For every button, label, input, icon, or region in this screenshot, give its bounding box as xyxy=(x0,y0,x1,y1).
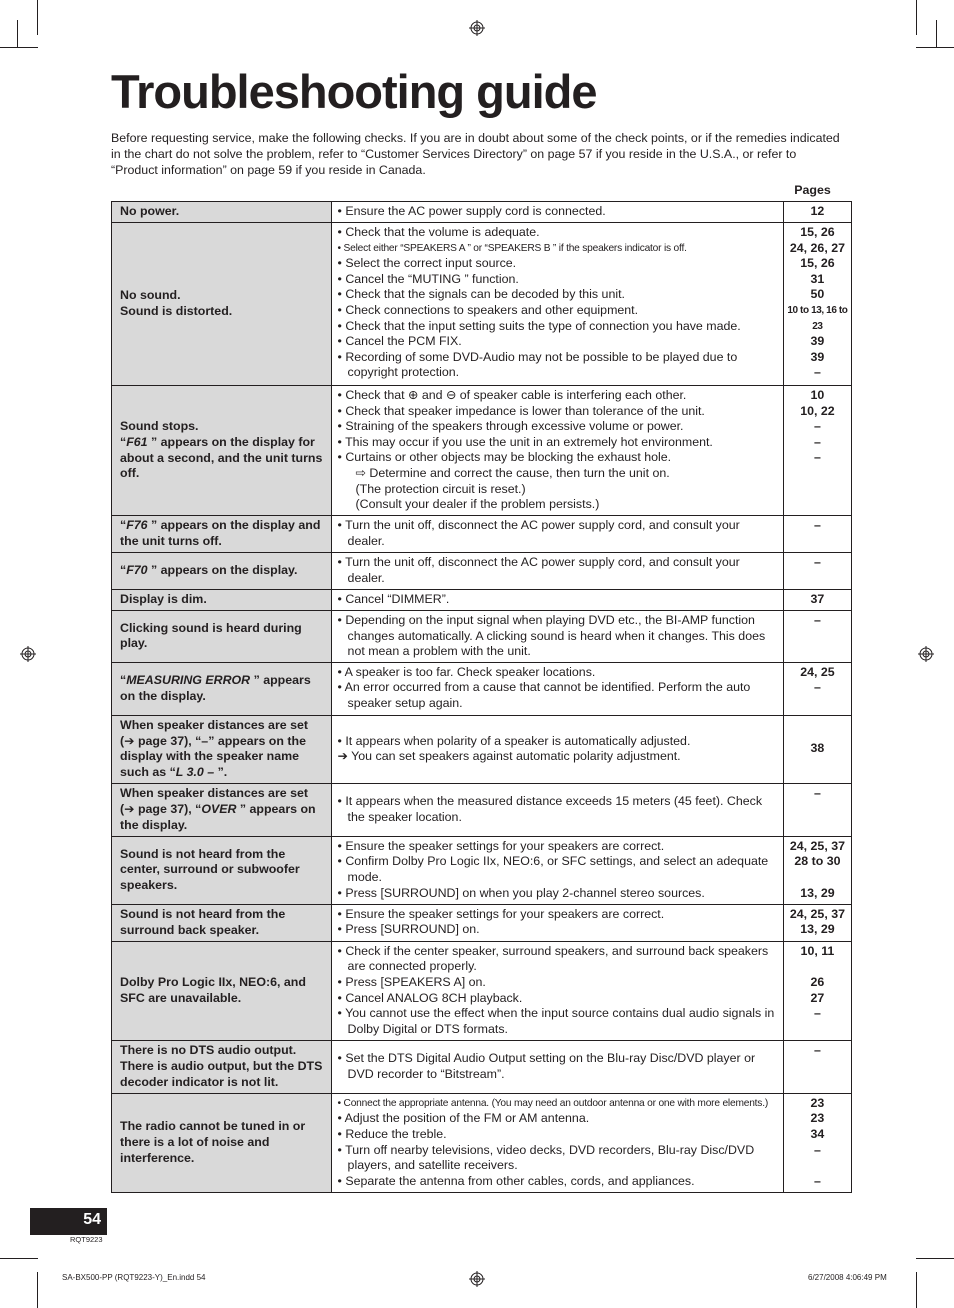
table-row xyxy=(112,941,852,1040)
remedy-item: • Reduce the treble. xyxy=(337,1126,447,1141)
remedy-item: • It appears when the measured distance exceeds 15 meters (45 feet). Check the speaker location. xyxy=(337,794,763,824)
table-row xyxy=(112,386,852,516)
remedy-item: • Check connections to speakers and other equipment. xyxy=(337,302,639,317)
problem-cell xyxy=(112,223,332,386)
problem-text: Sound is distorted. xyxy=(120,304,233,318)
page-reference: 10 xyxy=(810,388,825,402)
table-row xyxy=(112,223,852,386)
remedy-item: • Check that ⊕ and ⊖ of speaker cable is interfering each other. xyxy=(337,388,687,402)
pages-cell xyxy=(783,202,851,223)
page-reference: 27 xyxy=(810,990,825,1005)
footer-timestamp: 6/27/2008 4:06:49 PM xyxy=(808,1273,887,1282)
problem-text: “MEASURING ERROR ” appears on the display. xyxy=(120,673,311,703)
problem-cell xyxy=(112,1093,332,1192)
pages-cell xyxy=(783,553,851,590)
remedy-item: • It appears when polarity of a speaker is automatically adjusted. xyxy=(337,733,691,748)
page-reference: – xyxy=(813,785,821,800)
page-reference: 13, 29 xyxy=(800,885,835,900)
pages-cell xyxy=(783,223,851,386)
page-reference: 23 xyxy=(810,1095,825,1110)
document-code: RQT9223 xyxy=(70,1235,103,1244)
page-reference xyxy=(786,870,849,886)
pages-cell xyxy=(783,783,851,836)
problem-text: “F76 ” appears on the display and the unit turns off. xyxy=(120,518,321,548)
remedy-cell xyxy=(331,202,783,223)
page-reference: – xyxy=(813,1042,821,1057)
remedy-cell xyxy=(331,1040,783,1093)
problem-text: When speaker distances are set (➔ page 37), “OVER ” appears on the display. xyxy=(120,786,316,832)
page-reference: 26 xyxy=(810,974,825,989)
problem-text: Sound stops. xyxy=(120,419,199,434)
remedy-item: • Connect the appropriate antenna. (You may need an outdoor antenna or one with more elements.) xyxy=(337,1097,769,1109)
page-number: 54 xyxy=(30,1208,107,1235)
problem-text: Display is dim. xyxy=(120,592,207,607)
pages-cell xyxy=(783,611,851,663)
page-reference: – xyxy=(813,518,821,532)
page-reference: 24, 25, 37 xyxy=(789,838,845,853)
problem-text: When speaker distances are set (➔ page 37), “–” appears on the display with the speaker name such as “L 3.0 – ”. xyxy=(120,718,309,779)
remedy-item: • This may occur if you use the unit in an extremely hot environment. xyxy=(337,434,713,449)
remedy-item: • Curtains or other objects may be blocking the exhaust hole. xyxy=(337,450,672,465)
page-reference: – xyxy=(813,365,821,380)
remedy-item: • Recording of some DVD-Audio may not be possible to be played due to copyright protection. xyxy=(337,349,738,380)
remedy-item: • You cannot use the effect when the input source contains dual audio signals in Dolby Digital or DTS formats. xyxy=(337,1006,775,1036)
table-row xyxy=(112,783,852,836)
page-reference: 23 xyxy=(810,1111,825,1126)
pages-cell xyxy=(783,590,851,611)
remedy-cell xyxy=(331,516,783,553)
page-reference: – xyxy=(813,450,821,465)
table-row xyxy=(112,553,852,590)
pages-cell xyxy=(783,941,851,1040)
remedy-item: • Set the DTS Digital Audio Output setting on the Blu-ray Disc/DVD player or DVD recorder to “Bitstream”. xyxy=(337,1051,756,1081)
footer-file-info: SA-BX500-PP (RQT9223-Y)_En.indd 54 xyxy=(62,1273,206,1282)
page-reference: 39 xyxy=(810,349,825,364)
remedy-item: • Depending on the input signal when playing DVD etc., the BI-AMP function changes automatically. A clicking sound is heard when it changes. This does not mean a problem with the unit. xyxy=(337,613,766,659)
page-reference: 24, 25 xyxy=(800,664,835,679)
page-reference: – xyxy=(813,555,821,569)
problem-cell xyxy=(112,553,332,590)
registration-mark-icon xyxy=(469,1271,485,1287)
remedy-cell xyxy=(331,715,783,783)
remedy-item: (The protection circuit is reset.) xyxy=(355,481,526,496)
remedy-item: ➔ You can set speakers against automatic polarity adjustment. xyxy=(337,749,681,764)
remedy-item: • Check that the signals can be decoded by this unit. xyxy=(337,287,625,302)
page-title: Troubleshooting guide xyxy=(111,65,597,118)
page-reference: – xyxy=(813,1006,821,1021)
remedy-item: • Cancel the “MUTING ” function. xyxy=(337,271,519,286)
remedy-item: • Check that the volume is adequate. xyxy=(337,225,540,239)
problem-cell xyxy=(112,516,332,553)
problem-text: There is no DTS audio output. There is audio output, but the DTS decoder indicator is not lit. xyxy=(120,1043,323,1089)
page-reference: 24, 26, 27 xyxy=(789,240,845,255)
remedy-item: • Separate the antenna from other cables, cords, and appliances. xyxy=(337,1173,695,1188)
remedy-cell xyxy=(331,904,783,941)
problem-text: “F61 ” appears on the display for about a second, and the unit turns off. xyxy=(120,434,323,481)
problem-text: The radio cannot be tuned in or there is a lot of noise and interference. xyxy=(120,1119,306,1165)
remedy-item: • Ensure the speaker settings for your speakers are correct. xyxy=(337,838,665,853)
pages-cell xyxy=(783,836,851,904)
pages-cell xyxy=(783,715,851,783)
intro-paragraph: Before requesting service, make the following checks. If you are in doubt about some of the check points, or if the remedies indicated in the chart do not solve the problem, refer to “Customer Services Directory” on page 57 if you reside in the U.S.A., or refer to “Product information” on page 59 if you reside in Canada. xyxy=(111,131,840,177)
registration-mark-icon xyxy=(469,20,485,36)
table-row xyxy=(112,611,852,663)
remedy-cell xyxy=(331,611,783,663)
remedy-item: • Check that speaker impedance is lower than tolerance of the unit. xyxy=(337,403,705,418)
problem-text: Clicking sound is heard during play. xyxy=(120,620,302,651)
problem-text: Dolby Pro Logic IIx, NEO:6, and SFC are unavailable. xyxy=(120,975,306,1005)
remedy-cell xyxy=(331,386,783,516)
remedy-item: • Turn off nearby televisions, video decks, DVD recorders, Blu-ray Disc/DVD players, and satellite receivers. xyxy=(337,1142,755,1173)
registration-mark-icon xyxy=(918,646,934,662)
page-reference: – xyxy=(813,1142,821,1157)
page-reference: 10, 22 xyxy=(800,403,835,418)
pages-cell xyxy=(783,904,851,941)
table-row xyxy=(112,904,852,941)
remedy-item: • Select the correct input source. xyxy=(337,256,517,271)
remedy-item: • An error occurred from a cause that cannot be identified. Perform the auto speaker setup again. xyxy=(337,680,751,710)
page-reference: 50 xyxy=(810,287,825,302)
problem-cell xyxy=(112,590,332,611)
remedy-cell xyxy=(331,662,783,715)
table-row xyxy=(112,836,852,904)
remedy-cell xyxy=(331,836,783,904)
table-row xyxy=(112,590,852,611)
table-row xyxy=(112,1040,852,1093)
registration-mark-icon xyxy=(20,646,36,662)
table-row xyxy=(112,516,852,553)
table-row xyxy=(112,662,852,715)
remedy-item: • Turn the unit off, disconnect the AC power supply cord, and consult your dealer. xyxy=(337,518,740,548)
page-reference: 28 to 30 xyxy=(794,854,841,869)
problem-text: No sound. xyxy=(120,288,181,303)
pages-cell xyxy=(783,1093,851,1192)
page-reference: 38 xyxy=(810,741,825,756)
page-reference: 13, 29 xyxy=(800,922,835,937)
problem-cell xyxy=(112,1040,332,1093)
problem-cell xyxy=(112,662,332,715)
page-reference: 31 xyxy=(810,271,825,286)
page-reference xyxy=(786,959,849,975)
remedy-cell xyxy=(331,553,783,590)
remedy-item: • A speaker is too far. Check speaker locations. xyxy=(337,664,596,679)
pages-cell xyxy=(783,1040,851,1093)
remedy-item: • Press [SURROUND] on when you play 2-channel stereo sources. xyxy=(337,885,705,900)
page-reference: 10, 11 xyxy=(800,943,835,958)
remedy-item: ⇨ Determine and correct the cause, then turn the unit on. xyxy=(355,465,670,480)
troubleshooting-table xyxy=(111,201,852,1193)
page-reference: 39 xyxy=(810,334,825,349)
table-row xyxy=(112,715,852,783)
remedy-cell xyxy=(331,1093,783,1192)
remedy-item: • Select either “SPEAKERS A ” or “SPEAKERS B ” if the speakers indicator is off. xyxy=(337,242,687,254)
problem-cell xyxy=(112,904,332,941)
page-reference: 12 xyxy=(810,204,825,218)
remedy-item: • Check that the input setting suits the type of connection you have made. xyxy=(337,318,741,333)
page-reference: – xyxy=(813,613,821,627)
page-reference: – xyxy=(813,680,821,695)
problem-text: “F70 ” appears on the display. xyxy=(120,563,298,578)
remedy-item: • Ensure the speaker settings for your speakers are correct. xyxy=(337,906,665,921)
remedy-item: • Turn the unit off, disconnect the AC power supply cord, and consult your dealer. xyxy=(337,555,740,585)
remedy-cell xyxy=(331,590,783,611)
problem-cell xyxy=(112,783,332,836)
page-reference: 15, 26 xyxy=(800,256,835,271)
problem-cell xyxy=(112,202,332,223)
page-reference: – xyxy=(813,419,821,434)
page-reference xyxy=(786,1158,849,1174)
problem-cell xyxy=(112,941,332,1040)
remedy-item: • Press [SPEAKERS A] on. xyxy=(337,974,486,989)
remedy-item: • Cancel ANALOG 8CH playback. xyxy=(337,990,523,1005)
page-reference: – xyxy=(813,1173,821,1188)
pages-cell xyxy=(783,516,851,553)
remedy-item: • Cancel “DIMMER”. xyxy=(337,592,450,606)
remedy-item: • Cancel the PCM FIX. xyxy=(337,334,462,349)
remedy-item: • Adjust the position of the FM or AM antenna. xyxy=(337,1111,590,1126)
problem-text: Sound is not heard from the center, surround or subwoofer speakers. xyxy=(120,846,300,893)
page-reference: 10 to 13, 16 to 23 xyxy=(787,304,848,332)
page-reference: 37 xyxy=(810,592,825,606)
remedy-cell xyxy=(331,223,783,386)
remedy-item: • Ensure the AC power supply cord is connected. xyxy=(337,204,606,218)
pages-cell xyxy=(783,386,851,516)
problem-cell xyxy=(112,386,332,516)
problem-text: Sound is not heard from the surround back speaker. xyxy=(120,907,286,937)
remedy-item: • Straining of the speakers through excessive volume or power. xyxy=(337,419,684,434)
remedy-cell xyxy=(331,783,783,836)
pages-column-header: Pages xyxy=(794,183,831,197)
problem-cell xyxy=(112,836,332,904)
problem-text: No power. xyxy=(120,204,180,219)
remedy-item: • Press [SURROUND] on. xyxy=(337,922,480,937)
remedy-item: • Confirm Dolby Pro Logic IIx, NEO:6, or SFC settings, and select an adequate mode. xyxy=(337,854,769,884)
page-reference: 24, 25, 37 xyxy=(789,906,845,921)
remedy-item: (Consult your dealer if the problem persists.) xyxy=(355,497,600,512)
remedy-cell xyxy=(331,941,783,1040)
page-reference: 15, 26 xyxy=(800,225,835,239)
problem-cell xyxy=(112,611,332,663)
remedy-item: • Check if the center speaker, surround speakers, and surround back speakers are connected properly. xyxy=(337,943,769,974)
table-row xyxy=(112,202,852,223)
page-reference: 34 xyxy=(810,1126,825,1141)
table-row xyxy=(112,1093,852,1192)
pages-cell xyxy=(783,662,851,715)
page-reference: – xyxy=(813,434,821,449)
problem-cell xyxy=(112,715,332,783)
